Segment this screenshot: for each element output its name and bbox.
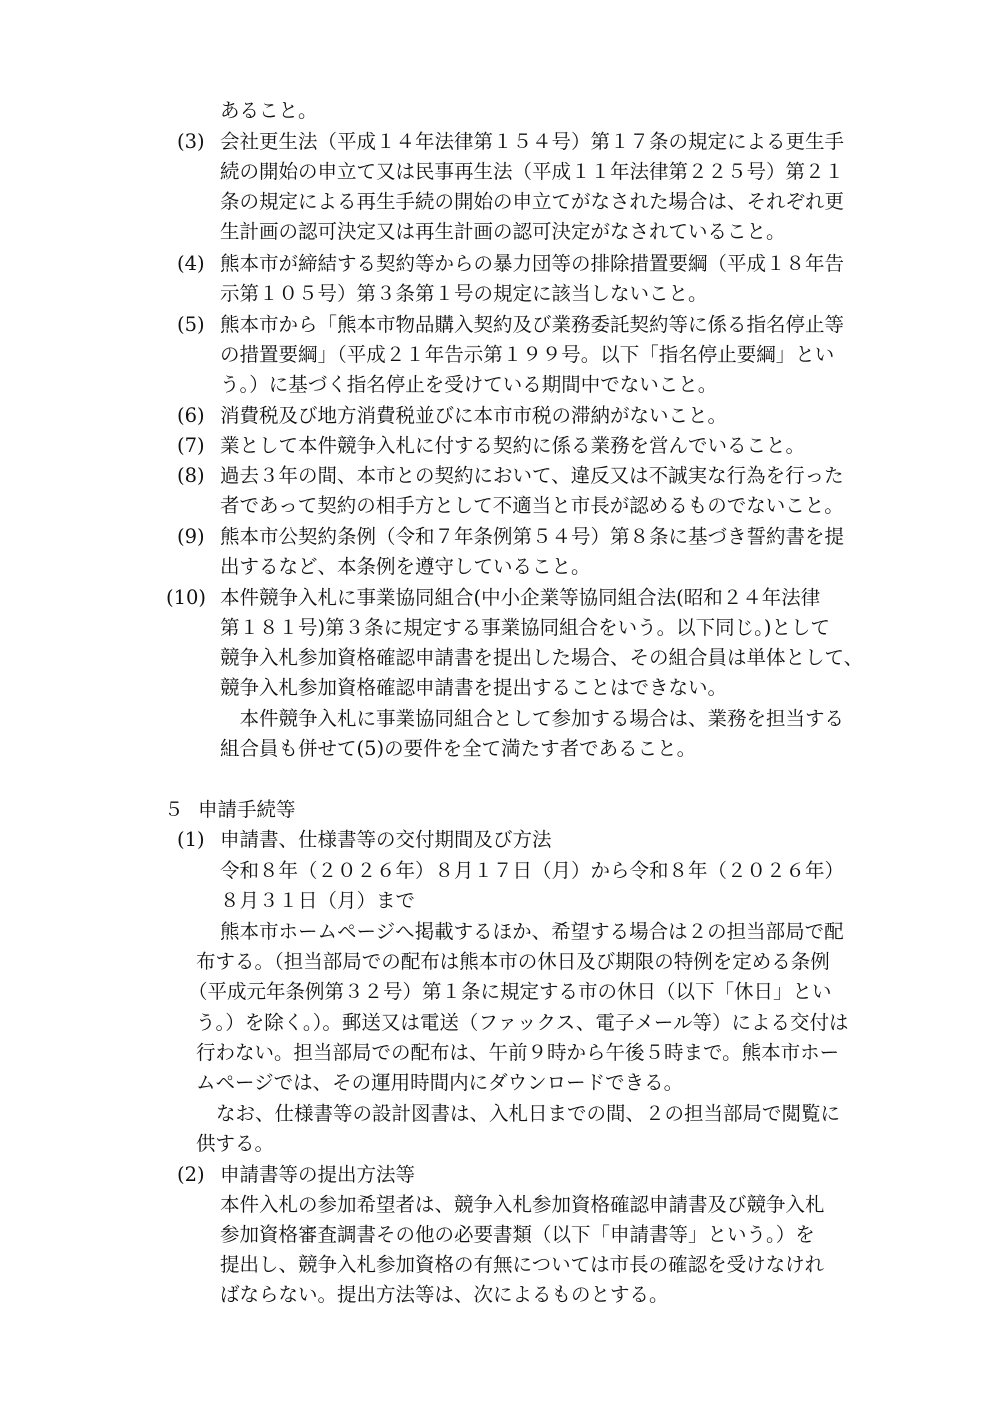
item-line: 第１８１号)第３条に規定する事業協同組合をいう。以下同じ。)として xyxy=(220,616,830,639)
item-line: 組合員も併せて(5)の要件を全て満たす者であること。 xyxy=(220,737,697,760)
paragraph-line: ムページでは、その運用時間内にダウンロードできる。 xyxy=(196,1071,684,1094)
paragraph-line: う。）を除く。）。郵送又は電送（ファックス、電子メール等）による交付は xyxy=(196,1011,849,1034)
item-line: 熊本市公契約条例（令和７年条例第５４号）第８条に基づき誓約書を提 xyxy=(220,525,845,548)
item-line: 過去３年の間、本市との契約において、違反又は不誠実な行為を行った xyxy=(220,464,844,487)
item-line: の措置要綱」（平成２１年告示第１９９号。以下「指名停止要綱」とい xyxy=(220,343,835,366)
item-line: 条の規定による再生手続の開始の申立てがなされた場合は、それぞれ更 xyxy=(220,190,845,213)
item-number: (5) xyxy=(177,313,205,336)
paragraph-line: 提出し、競争入札参加資格の有無については市長の確認を受けなけれ xyxy=(220,1253,825,1276)
section-number: ５ xyxy=(164,798,184,821)
item-line: 続の開始の申立て又は民事再生法（平成１１年法律第２２５号）第２１ xyxy=(220,160,845,183)
item-number: (4) xyxy=(177,252,205,275)
item-line: 者であって契約の相手方として不適当と市長が認めるものでないこと。 xyxy=(220,494,844,517)
paragraph-line: 本件入札の参加希望者は、競争入札参加資格確認申請書及び競争入札 xyxy=(220,1193,825,1216)
item-line: 熊本市から「熊本市物品購入契約及び業務委託契約等に係る指名停止等 xyxy=(220,313,845,336)
subsection-title: 申請書等の提出方法等 xyxy=(220,1163,416,1186)
subsection-number: (2) xyxy=(177,1163,205,1186)
item-number: (10) xyxy=(166,586,207,609)
item-number: (3) xyxy=(177,130,205,153)
section-title: 申請手続等 xyxy=(198,798,296,821)
item-number: (6) xyxy=(177,404,205,427)
paragraph-line: 行わない。担当部局での配布は、午前９時から午後５時まで。熊本市ホー xyxy=(196,1041,840,1064)
item-line: う。）に基づく指名停止を受けている期間中でないこと。 xyxy=(220,373,718,396)
paragraph-line: （平成元年条例第３２号）第１条に規定する市の休日（以下「休日」とい xyxy=(188,980,832,1003)
paragraph-line: ばならない。提出方法等は、次によるものとする。 xyxy=(220,1283,669,1306)
item-line: 競争入札参加資格確認申請書を提出した場合、その組合員は単体として、 xyxy=(220,646,864,669)
paragraph-line: 熊本市ホームページへ掲載するほか、希望する場合は２の担当部局で配 xyxy=(220,920,844,943)
paragraph-line: 供する。 xyxy=(196,1132,275,1155)
continuation-line: あること。 xyxy=(220,99,318,122)
item-line: 出するなど、本条例を遵守していること。 xyxy=(220,555,591,578)
item-line: 本件競争入札に事業協同組合(中小企業等協同組合法(昭和２４年法律 xyxy=(220,586,821,609)
subsection-number: (1) xyxy=(177,828,205,851)
item-line: 競争入札参加資格確認申請書を提出することはできない。 xyxy=(220,676,728,699)
item-number: (9) xyxy=(177,525,205,548)
item-line: 本件競争入札に事業協同組合として参加する場合は、業務を担当する xyxy=(220,707,845,730)
period-line: 令和８年（２０２６年）８月１７日（月）から令和８年（２０２６年） xyxy=(220,859,845,882)
subsection-title: 申請書、仕様書等の交付期間及び方法 xyxy=(220,828,552,851)
paragraph-line: 参加資格審査調書その他の必要書類（以下「申請書等」という。）を xyxy=(220,1223,815,1246)
item-line: 会社更生法（平成１４年法律第１５４号）第１７条の規定による更生手 xyxy=(220,130,845,153)
period-line: ８月３１日（月）まで xyxy=(220,889,416,912)
item-line: 示第１０５号）第３条第１号の規定に該当しないこと。 xyxy=(220,282,708,305)
item-line: 熊本市が締結する契約等からの暴力団等の排除措置要綱（平成１８年告 xyxy=(220,252,845,275)
item-line: 業として本件競争入札に付する契約に係る業務を営んでいること。 xyxy=(220,434,806,457)
paragraph-line: なお、仕様書等の設計図書は、入札日までの間、２の担当部局で閲覧に xyxy=(216,1102,841,1125)
paragraph-line: 布する。（担当部局での配布は熊本市の休日及び期限の特例を定める条例 xyxy=(196,950,830,973)
item-line: 生計画の認可決定又は再生計画の認可決定がなされていること。 xyxy=(220,220,786,243)
item-line: 消費税及び地方消費税並びに本市市税の滞納がないこと。 xyxy=(220,404,728,427)
item-number: (7) xyxy=(177,434,205,457)
item-number: (8) xyxy=(177,464,205,487)
